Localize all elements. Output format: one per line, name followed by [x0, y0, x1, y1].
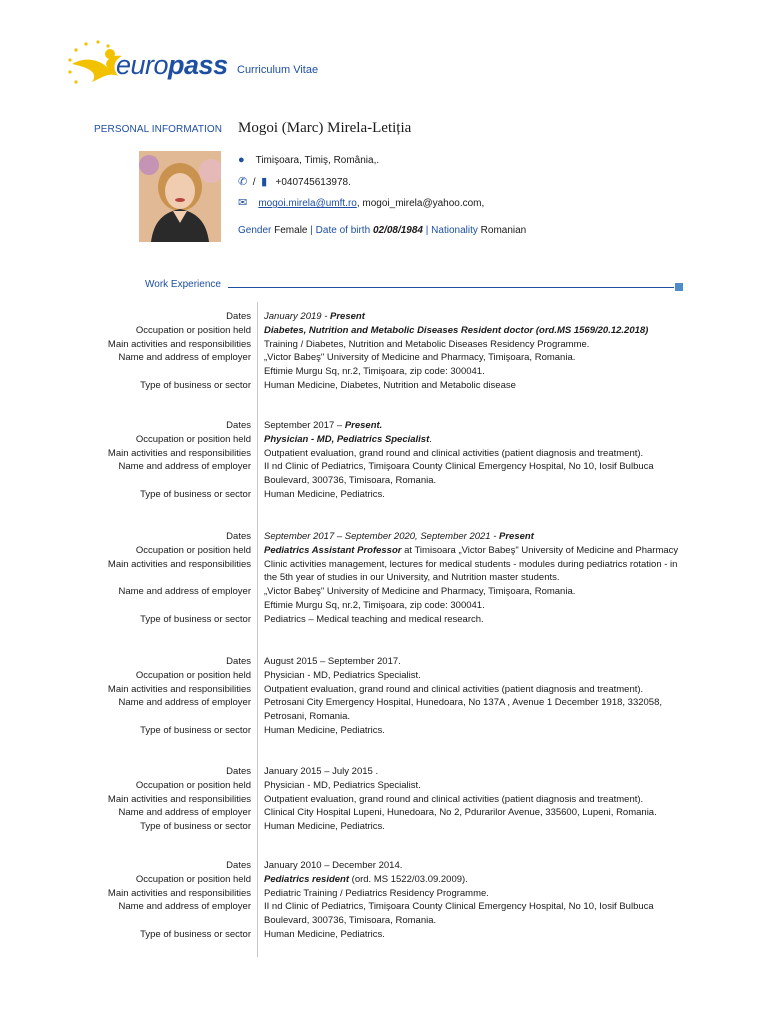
entry-employer-address: Eftimie Murgu Sq, nr.2, Timişoara, zip code: 300041.: [264, 599, 485, 611]
entry-dates: September 2017 – September 2020, September 2021 - Present: [264, 531, 534, 542]
entry-activities-cont: the 5th year of studies in our University, and Nutrition master students.: [264, 572, 560, 584]
employer-label: Name and address of employer: [118, 352, 251, 364]
entry-occupation: Physician - MD, Pediatrics Specialist.: [264, 779, 421, 791]
nationality-value: Romanian: [480, 225, 527, 236]
business-label: Type of business or sector: [140, 488, 251, 500]
entry-employer: II nd Clinic of Pediatrics, Timişoara County Clinical Emergency Hospital, No 10, Iosif Bulbuca: [264, 461, 654, 473]
section-marker: [675, 283, 683, 291]
employer-label: Name and address of employer: [118, 901, 251, 913]
entry-business: Human Medicine, Pediatrics.: [264, 488, 385, 500]
entry-dates: August 2015 – September 2017.: [264, 656, 401, 667]
activities-label: Main activities and responsibilities: [107, 887, 251, 899]
activities-label: Main activities and responsibilities: [107, 338, 251, 350]
entry-dates: September 2017 – Present.: [264, 420, 383, 431]
dates-label: Dates: [226, 766, 251, 777]
dates-label: Dates: [226, 311, 251, 322]
entry-employer-address: Petrosani, Romania.: [264, 711, 351, 723]
phone-text: +040745613978.: [275, 177, 351, 188]
column-divider: [257, 302, 258, 957]
employer-label: Name and address of employer: [118, 807, 251, 819]
entry-employer-address: Boulevard, 300736, Timisoara, Romania.: [264, 915, 437, 927]
email-rest: , mogoi_mirela@yahoo.com,: [356, 198, 485, 209]
separator: |: [425, 225, 429, 236]
email-row: [238, 196, 484, 209]
entry-activities: Outpatient evaluation, grand round and clinical activities (patient diagnosis and treatment).: [264, 793, 644, 805]
europass-wordmark: europass: [116, 50, 228, 80]
entry-employer: Petrosani City Emergency Hospital, Hunedoara, No 137A , Avenue 1 December 1918, 332058,: [264, 697, 663, 709]
entry-business: Human Medicine, Pediatrics.: [264, 821, 385, 833]
activities-label: Main activities and responsibilities: [107, 558, 251, 570]
profile-photo: [139, 151, 221, 242]
entry-employer-address: Boulevard, 300736, Timisoara, Romania.: [264, 475, 437, 487]
work-experience-label: Work Experience: [145, 279, 221, 290]
activities-label: Main activities and responsibilities: [107, 447, 251, 459]
entry-occupation: Diabetes, Nutrition and Metabolic Diseases Resident doctor (ord.MS 1569/20.12.2018): [264, 324, 649, 336]
business-label: Type of business or sector: [140, 379, 251, 391]
employer-label: Name and address of employer: [118, 697, 251, 709]
dates-label: Dates: [226, 531, 251, 542]
map-pin-icon: ●: [238, 154, 245, 166]
occupation-label: Occupation or position held: [135, 433, 251, 445]
phone-row: [238, 175, 351, 188]
entry-occupation: Pediatrics resident (ord. MS 1522/03.09.2009).: [264, 873, 468, 885]
activities-label: Main activities and responsibilities: [107, 793, 251, 805]
personal-meta-row: [238, 225, 526, 236]
email-link[interactable]: mogoi.mirela@umft.ro: [258, 198, 357, 209]
phone-separator: /: [252, 177, 256, 188]
business-label: Type of business or sector: [140, 613, 251, 625]
entry-activities: Training / Diabetes, Nutrition and Metabolic Diseases Residency Programme.: [264, 338, 590, 350]
entry-dates: January 2019 - Present: [264, 311, 365, 322]
employer-label: Name and address of employer: [118, 586, 251, 598]
address-row: [238, 154, 379, 166]
occupation-label: Occupation or position held: [135, 544, 251, 556]
entry-activities: Pediatric Training / Pediatrics Residency Programme.: [264, 887, 489, 899]
occupation-label: Occupation or position held: [135, 779, 251, 791]
activities-label: Main activities and responsibilities: [107, 683, 251, 695]
entry-employer: „Victor Babeş" University of Medicine and Pharmacy, Timişoara, Romania.: [264, 352, 576, 364]
address-text: Timişoara, Timiş, România,.: [255, 155, 380, 166]
entry-dates: January 2015 – July 2015 .: [264, 766, 379, 777]
employer-label: Name and address of employer: [118, 461, 251, 473]
business-label: Type of business or sector: [140, 724, 251, 736]
dob-label: Date of birth: [315, 225, 371, 236]
dates-label: Dates: [226, 656, 251, 667]
dates-label: Dates: [226, 860, 251, 871]
occupation-label: Occupation or position held: [135, 324, 251, 336]
gender-label: Gender: [238, 225, 272, 236]
gender-value: Female: [274, 225, 308, 236]
document-title: Curriculum Vitae: [237, 64, 319, 76]
mobile-icon: ▮: [261, 176, 268, 188]
business-label: Type of business or sector: [140, 821, 251, 833]
entry-activities: Outpatient evaluation, grand round and clinical activities (patient diagnosis and treatment).: [264, 447, 644, 459]
personal-info-label: PERSONAL INFORMATION: [94, 124, 223, 135]
entry-occupation: Pediatrics Assistant Professor at Timisoara „Victor Babeş" University of Medicine and Pharmacy: [264, 544, 679, 556]
occupation-label: Occupation or position held: [135, 873, 251, 885]
entry-activities: Outpatient evaluation, grand round and clinical activities (patient diagnosis and treatment).: [264, 683, 644, 695]
entry-occupation: Physician - MD, Pediatrics Specialist.: [264, 433, 432, 445]
entry-business: Human Medicine, Pediatrics.: [264, 928, 385, 940]
nationality-label: Nationality: [431, 225, 478, 236]
entry-employer: „Victor Babeş" University of Medicine and Pharmacy, Timişoara, Romania.: [264, 586, 576, 598]
entry-business: Pediatrics – Medical teaching and medical research.: [264, 613, 484, 625]
dob-value: 02/08/1984: [372, 225, 423, 236]
entry-dates: January 2010 – December 2014.: [264, 860, 403, 871]
dates-label: Dates: [226, 420, 251, 431]
envelope-icon: ✉: [238, 197, 248, 209]
entry-employer-address: Eftimie Murgu Sq, nr.2, Timişoara, zip code: 300041.: [264, 366, 485, 378]
phone-icon: ✆: [238, 176, 248, 188]
business-label: Type of business or sector: [140, 928, 251, 940]
separator: |: [310, 225, 313, 236]
entry-business: Human Medicine, Diabetes, Nutrition and Metabolic disease: [264, 379, 516, 391]
entry-employer: Clinical City Hospital Lupeni, Hunedoara, No 2, Pdurarilor Avenue, 335600, Lupeni, Romania.: [264, 807, 657, 819]
person-name: Mogoi (Marc) Mirela-Letiția: [238, 120, 412, 136]
occupation-label: Occupation or position held: [135, 669, 251, 681]
entry-business: Human Medicine, Pediatrics.: [264, 724, 385, 736]
entry-occupation: Physician - MD, Pediatrics Specialist.: [264, 669, 421, 681]
entry-employer: II nd Clinic of Pediatrics, Timişoara County Clinical Emergency Hospital, No 10, Iosif Bulbuca: [264, 901, 654, 913]
section-divider: [228, 287, 674, 288]
entry-activities: Clinic activities management, lectures for medical students - modules during pediatrics rotation - in: [264, 558, 678, 570]
